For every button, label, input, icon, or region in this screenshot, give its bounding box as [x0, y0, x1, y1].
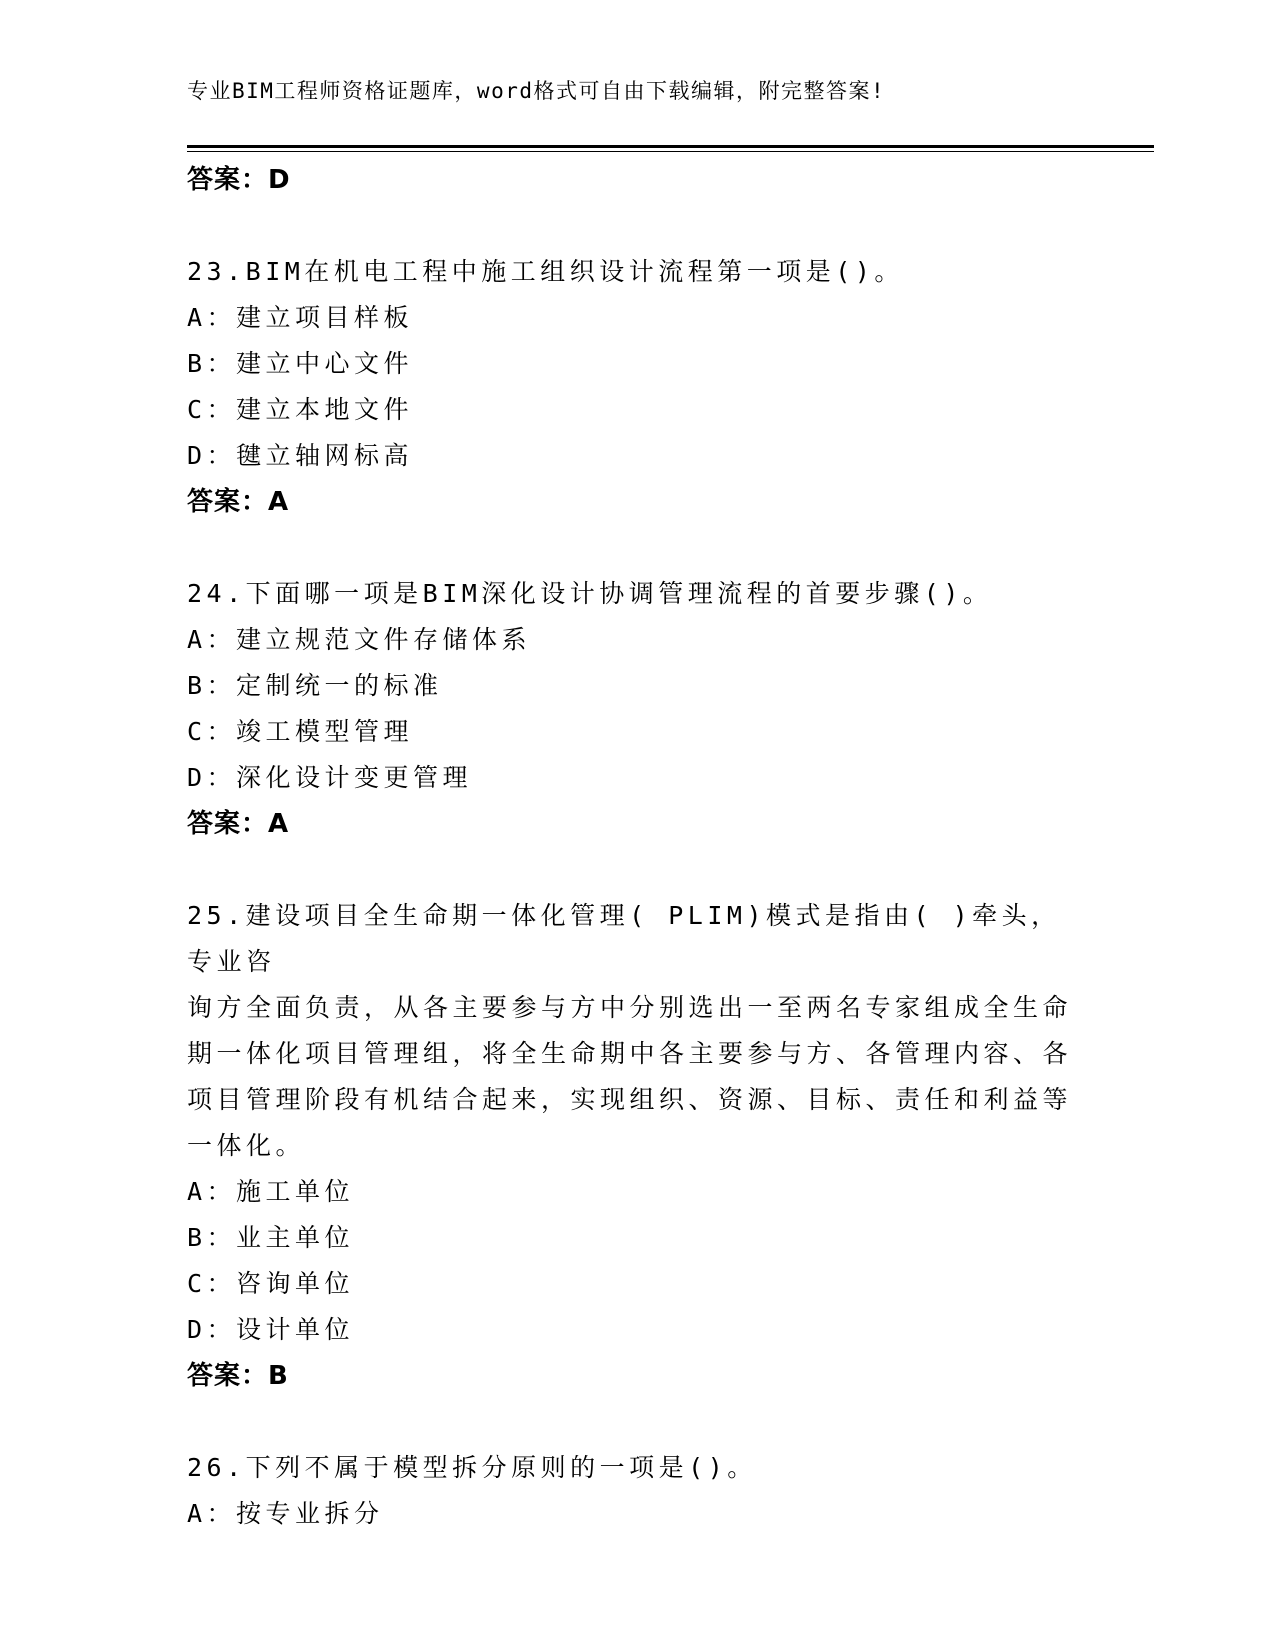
option-a: A：施工单位 — [187, 1177, 355, 1206]
option-c: C：竣工模型管理 — [187, 717, 414, 746]
question-stem: 24.下面哪一项是BIM深化设计协调管理流程的首要步骤()。 — [187, 579, 993, 608]
spacer — [187, 1399, 1087, 1445]
spacer — [187, 847, 1087, 893]
option-b: B：业主单位 — [187, 1223, 355, 1252]
option-c: C：建立本地文件 — [187, 395, 414, 424]
question-23 — [187, 249, 1087, 525]
answer-line: 答案：D — [187, 165, 291, 195]
question-stem: 23.BIM在机电工程中施工组织设计流程第一项是()。 — [187, 257, 904, 286]
question-stem-line: 询方全面负责，从各主要参与方中分别选出一至两名专家组成全生命 — [187, 993, 1073, 1022]
question-25 — [187, 893, 1087, 1399]
header-rule-thick — [187, 145, 1154, 148]
answer-line: 答案：A — [187, 487, 290, 517]
question-stem: 26.下列不属于模型拆分原则的一项是()。 — [187, 1453, 757, 1482]
option-d: D：设计单位 — [187, 1315, 355, 1344]
header-rule-thin — [187, 151, 1154, 152]
answer-line: 答案：B — [187, 1361, 289, 1391]
question-stem-line: 25.建设项目全生命期一体化管理( PLIM)模式是指由( )牵头，专业咨 — [187, 901, 1061, 976]
answer-line: 答案：A — [187, 809, 290, 839]
question-stem-line: 期一体化项目管理组，将全生命期中各主要参与方、各管理内容、各 — [187, 1039, 1073, 1068]
question-24 — [187, 571, 1087, 847]
question-content — [187, 157, 1087, 1537]
option-a: A：建立规范文件存储体系 — [187, 625, 532, 654]
question-stem-line: 一体化。 — [187, 1131, 306, 1160]
question-stem-line: 项目管理阶段有机结合起来，实现组织、资源、目标、责任和利益等 — [187, 1085, 1073, 1114]
spacer — [187, 203, 1087, 249]
option-d: D：毽立轴网标高 — [187, 441, 414, 470]
option-b: B：定制统一的标准 — [187, 671, 443, 700]
page-header: 专业BIM工程师资格证题库，word格式可自由下载编辑，附完整答案! — [187, 79, 886, 103]
option-b: B：建立中心文件 — [187, 349, 414, 378]
option-a: A：按专业拆分 — [187, 1499, 384, 1528]
option-a: A：建立项目样板 — [187, 303, 414, 332]
option-d: D：深化设计变更管理 — [187, 763, 473, 792]
spacer — [187, 525, 1087, 571]
question-26 — [187, 1445, 1087, 1537]
option-c: C：咨询单位 — [187, 1269, 355, 1298]
